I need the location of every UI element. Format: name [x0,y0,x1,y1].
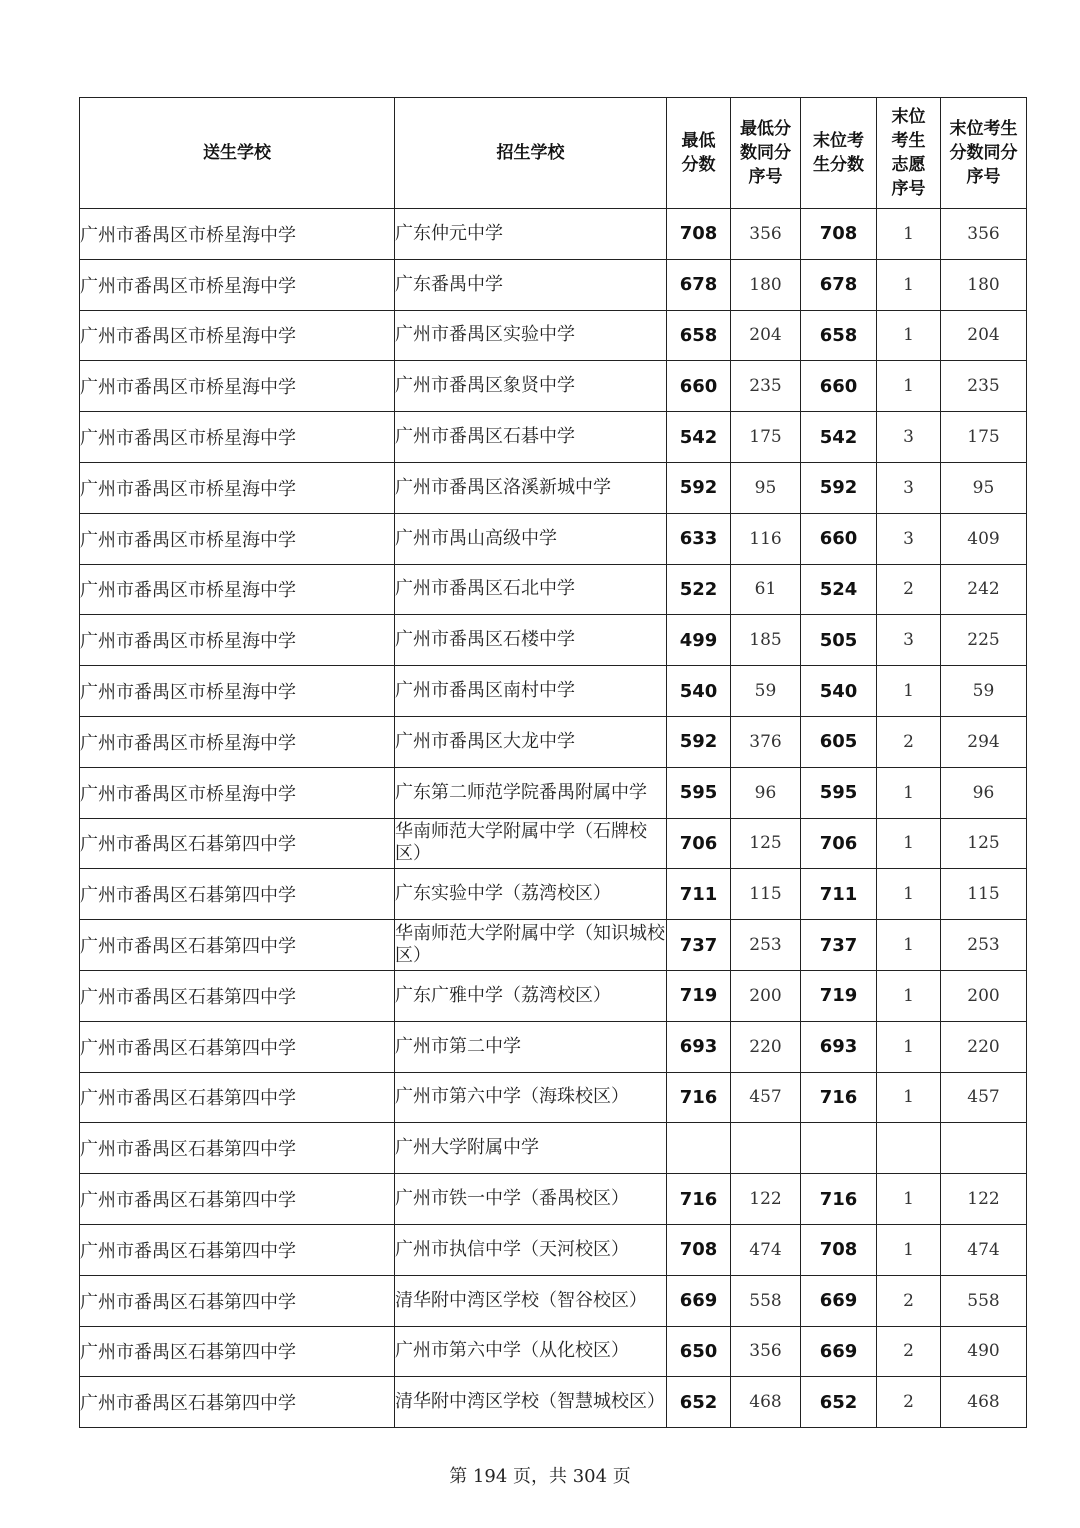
recruit-school-cell: 广州市番禺区象贤中学 [395,361,667,412]
send-school-cell: 广州市番禺区石碁第四中学 [80,869,395,920]
last-choice-cell: 1 [877,209,941,260]
last-score-cell: 540 [801,666,877,717]
last-choice-cell: 1 [877,767,941,818]
recruit-school-cell: 华南师范大学附属中学（知识城校区） [395,920,667,971]
recruit-school-cell: 清华附中湾区学校（智谷校区） [395,1275,667,1326]
min-score-rank-cell: 175 [731,412,801,463]
last-rank-cell: 474 [941,1224,1027,1275]
last-choice-cell: 1 [877,970,941,1021]
last-choice-cell: 1 [877,1072,941,1123]
last-rank-cell: 356 [941,209,1027,260]
min-score-rank-cell: 61 [731,564,801,615]
header-min-score [667,98,731,209]
table-row [80,513,1027,564]
last-score-cell: 708 [801,1224,877,1275]
min-score-cell: 669 [667,1275,731,1326]
table-row [80,310,1027,361]
last-score-cell: 505 [801,615,877,666]
last-score-cell: 693 [801,1021,877,1072]
recruit-school-cell: 广州大学附属中学 [395,1123,667,1174]
min-score-rank-cell: 59 [731,666,801,717]
send-school-cell: 广州市番禺区石碁第四中学 [80,970,395,1021]
min-score-rank-cell: 96 [731,767,801,818]
last-rank-cell [941,1123,1027,1174]
table-row [80,1377,1027,1428]
min-score-cell: 595 [667,767,731,818]
min-score-cell: 542 [667,412,731,463]
last-rank-cell: 96 [941,767,1027,818]
last-score-cell: 660 [801,361,877,412]
table-row [80,259,1027,310]
table-row [80,462,1027,513]
send-school-cell: 广州市番禺区市桥星海中学 [80,412,395,463]
header-last-score-text: 末位考生分数 [813,131,864,175]
min-score-rank-cell: 185 [731,615,801,666]
table-row [80,1021,1027,1072]
last-score-cell: 716 [801,1072,877,1123]
last-rank-cell: 468 [941,1377,1027,1428]
send-school-cell: 广州市番禺区市桥星海中学 [80,564,395,615]
header-last-rank-text: 末位考生分数同分序号 [949,119,1018,187]
min-score-rank-cell: 220 [731,1021,801,1072]
recruit-school-cell: 广州市番禺区石楼中学 [395,615,667,666]
send-school-cell: 广州市番禺区市桥星海中学 [80,666,395,717]
last-choice-cell: 3 [877,412,941,463]
last-choice-cell: 3 [877,615,941,666]
min-score-rank-cell: 95 [731,462,801,513]
send-school-cell: 广州市番禺区石碁第四中学 [80,1021,395,1072]
min-score-rank-cell: 180 [731,259,801,310]
table-row [80,1326,1027,1377]
last-score-cell: 737 [801,920,877,971]
last-score-cell: 605 [801,716,877,767]
recruit-school-cell: 广东仲元中学 [395,209,667,260]
table-row [80,920,1027,971]
min-score-cell: 719 [667,970,731,1021]
table-row [80,1275,1027,1326]
send-school-cell: 广州市番禺区石碁第四中学 [80,1072,395,1123]
min-score-rank-cell: 122 [731,1174,801,1225]
last-rank-cell: 204 [941,310,1027,361]
header-last-score [801,98,877,209]
min-score-cell: 592 [667,716,731,767]
min-score-rank-cell: 376 [731,716,801,767]
min-score-rank-cell: 253 [731,920,801,971]
send-school-cell: 广州市番禺区市桥星海中学 [80,259,395,310]
recruit-school-cell: 广州市番禺区实验中学 [395,310,667,361]
last-choice-cell: 1 [877,920,941,971]
header-min-score-rank-text: 最低分数同分序号 [740,119,791,187]
send-school-cell: 广州市番禺区市桥星海中学 [80,310,395,361]
last-rank-cell: 59 [941,666,1027,717]
send-school-cell: 广州市番禺区石碁第四中学 [80,1123,395,1174]
last-rank-cell: 235 [941,361,1027,412]
last-choice-cell: 1 [877,310,941,361]
min-score-rank-cell: 457 [731,1072,801,1123]
last-score-cell [801,1123,877,1174]
header-last-choice-text: 末位考生志愿序号 [891,107,926,199]
header-last-choice [877,98,941,209]
min-score-rank-cell: 115 [731,869,801,920]
recruit-school-cell: 清华附中湾区学校（智慧城校区） [395,1377,667,1428]
recruit-school-cell: 广东第二师范学院番禺附属中学 [395,767,667,818]
table-row [80,209,1027,260]
min-score-cell [667,1123,731,1174]
last-rank-cell: 220 [941,1021,1027,1072]
min-score-rank-cell: 356 [731,209,801,260]
last-score-cell: 716 [801,1174,877,1225]
table-row [80,970,1027,1021]
header-min-score-rank [731,98,801,209]
recruit-school-cell: 广州市第二中学 [395,1021,667,1072]
min-score-cell: 650 [667,1326,731,1377]
min-score-cell: 693 [667,1021,731,1072]
last-score-cell: 658 [801,310,877,361]
last-rank-cell: 180 [941,259,1027,310]
table-row [80,1072,1027,1123]
last-score-cell: 706 [801,818,877,869]
send-school-cell: 广州市番禺区市桥星海中学 [80,716,395,767]
last-choice-cell: 1 [877,869,941,920]
min-score-cell: 499 [667,615,731,666]
recruit-school-cell: 广州市禺山高级中学 [395,513,667,564]
send-school-cell: 广州市番禺区市桥星海中学 [80,615,395,666]
min-score-cell: 652 [667,1377,731,1428]
send-school-cell: 广州市番禺区市桥星海中学 [80,209,395,260]
table-row [80,361,1027,412]
min-score-cell: 678 [667,259,731,310]
last-score-cell: 708 [801,209,877,260]
min-score-cell: 660 [667,361,731,412]
last-choice-cell: 1 [877,1224,941,1275]
table-row [80,767,1027,818]
min-score-rank-cell: 200 [731,970,801,1021]
recruit-school-cell: 广州市第六中学（海珠校区） [395,1072,667,1123]
min-score-rank-cell: 116 [731,513,801,564]
table-row [80,564,1027,615]
send-school-cell: 广州市番禺区石碁第四中学 [80,1326,395,1377]
min-score-cell: 737 [667,920,731,971]
min-score-cell: 716 [667,1072,731,1123]
last-rank-cell: 115 [941,869,1027,920]
min-score-rank-cell: 204 [731,310,801,361]
table-body [80,209,1027,1428]
last-rank-cell: 200 [941,970,1027,1021]
header-min-score-text: 最低分数 [681,131,716,175]
table-row [80,716,1027,767]
last-choice-cell: 1 [877,1174,941,1225]
recruit-school-cell: 广州市番禺区大龙中学 [395,716,667,767]
last-choice-cell: 3 [877,462,941,513]
last-score-cell: 652 [801,1377,877,1428]
last-score-cell: 669 [801,1275,877,1326]
send-school-cell: 广州市番禺区石碁第四中学 [80,1174,395,1225]
send-school-cell: 广州市番禺区市桥星海中学 [80,462,395,513]
send-school-cell: 广州市番禺区市桥星海中学 [80,361,395,412]
recruit-school-cell: 广州市番禺区石碁中学 [395,412,667,463]
min-score-cell: 522 [667,564,731,615]
min-score-cell: 592 [667,462,731,513]
recruit-school-cell: 广州市第六中学（从化校区） [395,1326,667,1377]
last-choice-cell: 1 [877,666,941,717]
recruit-school-cell: 广东番禺中学 [395,259,667,310]
last-choice-cell: 1 [877,1021,941,1072]
min-score-cell: 711 [667,869,731,920]
last-rank-cell: 253 [941,920,1027,971]
page-number: 第 194 页，共 304 页 [449,1466,631,1487]
send-school-cell: 广州市番禺区石碁第四中学 [80,920,395,971]
send-school-cell: 广州市番禺区市桥星海中学 [80,513,395,564]
send-school-cell: 广州市番禺区石碁第四中学 [80,1275,395,1326]
send-school-cell: 广州市番禺区石碁第四中学 [80,1377,395,1428]
last-rank-cell: 122 [941,1174,1027,1225]
min-score-rank-cell: 356 [731,1326,801,1377]
last-choice-cell: 2 [877,716,941,767]
last-choice-cell: 3 [877,513,941,564]
recruit-school-cell: 广州市执信中学（天河校区） [395,1224,667,1275]
last-rank-cell: 457 [941,1072,1027,1123]
table-row [80,1174,1027,1225]
recruit-school-cell: 广州市番禺区南村中学 [395,666,667,717]
last-rank-cell: 125 [941,818,1027,869]
last-score-cell: 660 [801,513,877,564]
last-score-cell: 592 [801,462,877,513]
table-row [80,666,1027,717]
min-score-cell: 658 [667,310,731,361]
last-choice-cell [877,1123,941,1174]
table-row [80,1123,1027,1174]
min-score-rank-cell: 474 [731,1224,801,1275]
last-rank-cell: 225 [941,615,1027,666]
min-score-rank-cell: 125 [731,818,801,869]
last-choice-cell: 2 [877,1326,941,1377]
min-score-rank-cell: 558 [731,1275,801,1326]
table-row [80,818,1027,869]
table-header-row [80,98,1027,209]
min-score-cell: 708 [667,209,731,260]
send-school-cell: 广州市番禺区石碁第四中学 [80,818,395,869]
last-rank-cell: 490 [941,1326,1027,1377]
last-score-cell: 719 [801,970,877,1021]
send-school-cell: 广州市番禺区石碁第四中学 [80,1224,395,1275]
min-score-rank-cell: 235 [731,361,801,412]
last-rank-cell: 409 [941,513,1027,564]
recruit-school-cell: 广东实验中学（荔湾校区） [395,869,667,920]
table-row [80,869,1027,920]
header-last-rank [941,98,1027,209]
min-score-rank-cell: 468 [731,1377,801,1428]
last-choice-cell: 2 [877,1275,941,1326]
header-recruit-school: 招生学校 [395,98,667,209]
header-send-school: 送生学校 [80,98,395,209]
last-score-cell: 711 [801,869,877,920]
min-score-cell: 706 [667,818,731,869]
last-choice-cell: 2 [877,564,941,615]
last-choice-cell: 2 [877,1377,941,1428]
min-score-cell: 633 [667,513,731,564]
min-score-cell: 716 [667,1174,731,1225]
last-choice-cell: 1 [877,259,941,310]
last-score-cell: 524 [801,564,877,615]
last-choice-cell: 1 [877,818,941,869]
recruit-school-cell: 广州市铁一中学（番禺校区） [395,1174,667,1225]
recruit-school-cell: 广州市番禺区洛溪新城中学 [395,462,667,513]
admission-score-table [79,97,1027,1428]
recruit-school-cell: 广东广雅中学（荔湾校区） [395,970,667,1021]
last-choice-cell: 1 [877,361,941,412]
last-score-cell: 678 [801,259,877,310]
min-score-cell: 708 [667,1224,731,1275]
min-score-cell: 540 [667,666,731,717]
table-row [80,412,1027,463]
last-score-cell: 669 [801,1326,877,1377]
recruit-school-cell: 广州市番禺区石北中学 [395,564,667,615]
last-rank-cell: 95 [941,462,1027,513]
send-school-cell: 广州市番禺区市桥星海中学 [80,767,395,818]
recruit-school-cell: 华南师范大学附属中学（石牌校区） [395,818,667,869]
last-rank-cell: 558 [941,1275,1027,1326]
last-rank-cell: 242 [941,564,1027,615]
last-score-cell: 595 [801,767,877,818]
table-row [80,615,1027,666]
last-rank-cell: 175 [941,412,1027,463]
last-rank-cell: 294 [941,716,1027,767]
last-score-cell: 542 [801,412,877,463]
min-score-rank-cell [731,1123,801,1174]
table-row [80,1224,1027,1275]
